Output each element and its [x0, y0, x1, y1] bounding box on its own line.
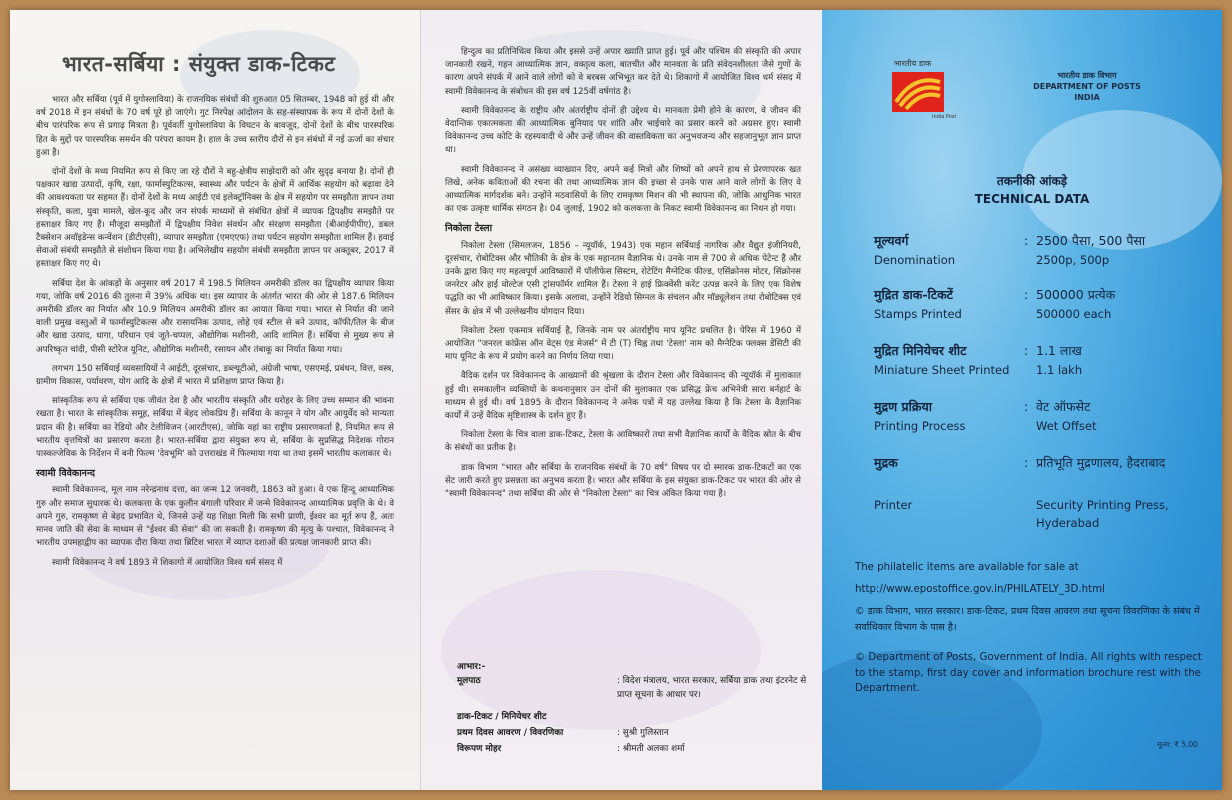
department-name: [1017, 70, 1157, 103]
row-label-english: Stamps Printed: [874, 307, 962, 321]
row-label-english: Denomination: [874, 253, 956, 267]
paragraph: दोनों देशों के मध्य नियमित रूप से किए जा रहे दौरों ने बहु-क्षेत्रीय साझेदारी को और सुदृढ़ बनाया है। दोनों ही पक्षकार खाद्य उत्पादों, कृषि, रक्षा, फार्मास्युटिकल्स, स्वास्थ्य और पर्यटन के क्षेत्रों में आर्थिक सहयोग को बढ़ावा देने की आवश्यकता पर सहमत हैं। दोनों देशों के मध्य आईटी एवं इलेक्ट्रॉनिक्स के क्षेत्र में सहयोग पर समझौता ज्ञापन तथा संस्कृति, कला, युवा मामले, खेल-कूद और जन संपर्क माध्यमों से संबंधित क्षेत्रों में व्यापक द्विपक्षीय समझौते पर हस्ताक्षर किए गए हैं। मौजूदा समझौतों में द्विपक्षीय निवेश संवर्धन और संरक्षण समझौता (बीआईपीपीए), डबल टैक्सेशन अवॉइडेन्स कन्वेंशन (डीटीएसी), व्यापार समझौता (एमएएफ) तथा पर्यटन सहयोग समझौता शामिल हैं। हवाई सेवाओं संबंधी समझौते से संशोधन किया गया है। अभिलेखीय सहयोग संबंधी समझौता ज्ञापन पर अक्तूबर, 2017 में हस्ताक्षर किए गए थे।: [36, 167, 394, 270]
copyright-english: © Department of Posts, Government of India. All rights with respect to the stamp, first day cover and information brochure rest with the Department.: [855, 652, 1202, 694]
credits-source-value: : विदेश मंत्रालय, भारत सरकार, सर्बिया डाक तथा इंटरनेट से प्राप्त सूचना के आधार पर।: [617, 676, 807, 700]
paragraph: स्वामी विवेकानन्द ने वर्ष 1893 में शिकागो में आयोजित विश्व धर्म संसद में: [52, 557, 283, 568]
technical-data-heading: [942, 172, 1122, 208]
credits-cancel-value: : श्रीमती अलका शर्मा: [617, 744, 685, 754]
credits-fdc-value: : सुश्री गुलिस्तान: [617, 728, 669, 738]
data-row-denomination: [874, 232, 1214, 272]
india-post-logo-icon: [892, 72, 944, 112]
brochure-sheet: [10, 10, 1222, 790]
credits-stamp-label: डाक-टिकट / मिनियेचर शीट: [457, 712, 547, 722]
department-hindi: भारतीय डाक विभाग: [1057, 71, 1117, 80]
paragraph: निकोला टेस्ला एकमात्र सर्बियाई है, जिनके नाम पर अंतर्राष्ट्रीय माप यूनिट प्रचलित है। पेरिस में 1960 में आयोजित "जनरल कांफ्रेंस ऑन वेट्स एंड मेजर्स" में टी (T) चिह्न तथा 'टेस्ला' नाम को मैग्नेटिक फ्लक्स डेंसिटी की माप यूनिट के रूप में प्रयोग करने का निर्णय लिया गया।: [445, 325, 801, 363]
row-label-hindi: मूल्यवर्ग: [874, 233, 909, 248]
right-panel: [822, 10, 1222, 790]
middle-panel: [420, 10, 823, 790]
row-colon: :: [1024, 233, 1029, 248]
left-panel: [10, 10, 420, 790]
sale-note: The philatelic items are available for sale at: [855, 562, 1079, 573]
technical-data-english: TECHNICAL DATA: [974, 192, 1090, 206]
row-label-english: Printing Process: [874, 419, 966, 433]
paragraph: भारत और सर्बिया (पूर्व में युगोस्लाविया) के राजनयिक संबंधों की शुरुआत 05 सितम्बर, 1948 को हुई थी और वर्ष 2018 में इन संबंधों के 70 वर्ष पूरे हो जाएंगे। गुट निरपेक्ष आंदोलन के सह-संस्थापक के रूप में दोनों देशों के बीच पारंपरिक रूप से प्रगाढ़ मित्रता है। पूर्ववर्ती युगोस्लाविया के विघटन के बावजूद, दोनों देशों के बीच पारस्परिक हित के मुद्दों पर पारस्परिक समर्थन की परंपरा कायम है। हाल के उच्च स्तरीय दौरों से इन संबंधों में नई ऊर्जा का संचार हुआ है।: [36, 95, 394, 158]
paragraph: डाक विभाग "भारत और सर्बिया के राजनयिक संबंधों के 70 वर्ष" विषय पर दो स्मारक डाक-टिकटों का एक सेट जारी करते हुए प्रसन्नता का अनुभव करता है। भारत और सर्बिया के इस संयुक्त डाक-टिकट पर भारत की ओर से "स्वामी विवेकानन्द" तथा सर्बिया की ओर से "निकोला टेस्ला" का चित्र अंकित किया गया है।: [445, 462, 801, 500]
row-label-hindi: मुद्रण प्रक्रिया: [874, 399, 932, 414]
row-colon: :: [1024, 455, 1029, 470]
paragraph: स्वामी विवेकानन्द, मूल नाम नरेन्द्रनाथ दत्ता, का जन्म 12 जनवरी, 1863 को हुआ। वे एक हिन्दू आध्यात्मिक गुरु और समाज सुधारक थे। कलकत्ता के एक कुलीन बंगाली परिवार में जन्मे विवेकानन्द आध्यात्मिक प्रवृत्ति के थे। वे अपने गुरु, रामकृष्ण से बेहद प्रभावित थे, जिनसे उन्हें यह शिक्षा मिली कि सभी प्राणी, ईश्वर का मूर्त रूप हैं, अतः मानव जाति की सेवा के माध्यम से "ईश्वर की सेवा" की जा सकती है। रामकृष्ण की मृत्यु के पश्चात, विवेकानन्द ने भारतीय उपमहाद्वीप का व्यापक दौरा किया तथा ब्रिटिश भारत में व्याप्त दशाओं की प्रत्यक्ष जानकारी प्राप्त की।: [36, 485, 394, 549]
row-label-hindi: मुद्रक: [874, 455, 898, 470]
logo-caption: भारतीय डाक: [894, 59, 932, 68]
row-value-english: 500000 each: [1036, 307, 1112, 321]
row-value-hindi: प्रतिभूति मुद्रणालय, हैदराबाद: [1036, 455, 1166, 470]
row-label-english: Printer: [874, 498, 913, 512]
paragraph: हिन्दुत्व का प्रतिनिधित्व किया और इससे उन्हें अपार ख्याति प्राप्त हुई। पूर्व और पश्चिम की संस्कृति की अपार जानकारी रखने, गहन आध्यात्मिक ज्ञान, वक्तृत्व कला, बातचीत और मानवता के प्रति संवेदनशीलता जैसे गुणों के कारण अपने संपर्क में आने वाले लोगों को वे बरबस अभिभूत कर देते थे। शिकागो में आयोजित विश्व धर्म संसद में स्वामी विवेकानन्द के संबोधन की इस वर्ष 125वीं वर्षगांठ है।: [445, 47, 801, 97]
middle-body-text: [445, 46, 801, 507]
data-row-printer: [874, 454, 1214, 534]
row-value-hindi: वेट ऑफसेट: [1036, 399, 1091, 414]
section-heading: निकोला टेस्ला: [445, 223, 493, 235]
row-label-hindi: मुद्रित मिनियेचर शीट: [874, 343, 967, 358]
department-english: DEPARTMENT OF POSTS: [1033, 82, 1141, 91]
paragraph: स्वामी विवेकानन्द के राष्ट्रीय और अंतर्राष्ट्रीय दोनों ही उद्देश्य थे। मानवता प्रेमी होने के कारण, वे जीवन की वेदान्तिक एकात्मकता की आध्यात्मिक बुनियाद पर शांति और भाईचारे का प्रसार करने को अग्रसर हुए। स्वामी विवेकानन्द उच्च कोटि के रहस्यवादी थे और उन्हें जीवन की वास्तविकता का अनुभवजन्य और सहजानुभूत ज्ञान प्राप्त था।: [445, 105, 801, 156]
credits-block: [445, 660, 815, 770]
technical-data-hindi: तकनीकी आंकड़े: [996, 174, 1068, 188]
data-row-miniature-sheet: [874, 342, 1214, 382]
price-label: मूल्य: ₹ 5.00: [1156, 740, 1198, 749]
section-heading: स्वामी विवेकानन्द: [36, 468, 95, 480]
row-label-hindi: मुद्रित डाक-टिकटें: [874, 287, 953, 302]
left-body-text: [36, 94, 394, 576]
row-value-english: 1.1 lakh: [1036, 363, 1083, 377]
row-colon: :: [1024, 343, 1029, 358]
paragraph: निकोला टेस्ला के चित्र वाला डाक-टिकट, टेस्ला के आविष्कारों तथा सभी वैज्ञानिक कार्यों के वैदिक स्रोत के बीच के संबंधों का प्रतीक है।: [445, 430, 801, 454]
row-value-english: 2500p, 500p: [1036, 253, 1110, 267]
copyright-hindi: © डाक विभाग, भारत सरकार। डाक-टिकट, प्रथम दिवस आवरण तथा सूचना विवरणिका के संबंध में सर्वाधिकार विभाग के पास है।: [855, 606, 1200, 633]
row-label-english: Miniature Sheet Printed: [874, 363, 1010, 377]
paragraph: वैदिक दर्शन पर विवेकानन्द के आख्यानों की श्रृंखला के दौरान टेस्ला और विवेकानन्द की न्यूयॉर्क में मुलाकात हुई थी। समकालीन व्यक्तियों के कथनानुसार उन दोनों की मुलाकात एक प्रसिद्ध फ्रेंच अभिनेत्री सारा बर्नहार्ट के माध्यम से हुई थी। वर्ष 1895 के दौरान विवेकानन्द ने अनेक पत्रों में यह उल्लेख किया है कि टेस्ला के वैज्ञानिक कार्यों में उन्हें वैदिक सृष्टिशास्त्र के दर्शन हुए हैं।: [445, 371, 801, 422]
paragraph: सांस्कृतिक रूप से सर्बिया एक जीवंत देश है और भारतीय संस्कृति और धरोहर के लिए उच्च सम्मान की भावना रखता है। भारत के सांस्कृतिक समूह, सर्बिया में बेहद लोकप्रिय हैं। सर्बिया के कानून ने योग और आयुर्वेद को मान्यता प्रदान की है। सर्बिया का रेडियो और टेलीविजन (आरटीएस), जोकि वहां का राष्ट्रीय प्रसारणकर्ता है, नियमित रूप से भारतीय वृत्तचित्रों का प्रसारण करता है। भारत-सर्बिया द्वारा संयुक्त रूप से, सर्बिया के सुप्रसिद्ध निदेशक गोरान पास्कल्जेविक के निर्देशन में बनी फिल्म 'देवभूमि' को उत्तराखंड में फिल्माया गया था तथा इसमें भारतीय कलाकार थे।: [36, 396, 394, 460]
row-value-hindi: 500000 प्रत्येक: [1036, 287, 1116, 302]
paragraph: स्वामी विवेकानन्द ने असंख्य व्याख्यान दिए, अपने कई मित्रों और शिष्यों को अपने हाथ से प्रेरणापरक खत लिखे, अनेक कविताओं की रचना की तथा आध्यात्मिक ज्ञान की इच्छा से उनके पास आने वाले लोगों के लिए वे आध्यात्मिक मार्गदर्शक बने। उन्होंने मठवासियों के लिए रामकृष्ण मिशन की भी स्थापना की, जोकि आधुनिक भारत का एक उत्कृष्ट धार्मिक संगठन है। 04 जुलाई, 1902 को कलकत्ता के निकट स्वामी विवेकानन्द का निधन हो गया।: [445, 164, 801, 215]
credits-cancel-label: विरूपण मोहर: [457, 744, 502, 754]
row-value-english: Security Printing Press, Hyderabad: [1036, 498, 1169, 530]
logo-subtitle: India Post: [932, 114, 957, 120]
row-value-english: Wet Offset: [1036, 419, 1097, 433]
paragraph: निकोला टेस्ला (सिमलजन, 1856 – न्यूयॉर्क, 1943) एक महान सर्बियाई नागरिक और वैद्युत इंजीनियरी, दूरसंचार, रोबोटिक्स और भौतिकी के क्षेत्र के एक महानतम वैज्ञानिक थे। उनके नाम से 700 से अधिक पेटेन्ट हैं और उनके द्वारा किए गए महत्वपूर्ण आविष्कारों में पॉलीफेस सिस्टम, रोटेटिंग मैग्नेटिक फील्ड, एसिंक्रोनस मोटर, सिंक्रोनस जनरेटर और हाई वोल्टेज एसी ट्रांसफॉर्मर शामिल हैं। टेस्ला ने हाई फ्रिक्वेंसी करेंट उत्पन्न करने के लिए एक विशेष पद्धति का भी आविष्कार किया। इसके अलावा, उन्होंने रेडियो सिग्नल के संचलन और मॉड्यूलेशन तथा रोबोटिक्स एवं सेंसर के क्षेत्र में भी उल्लेखनीय योगदान दिया।: [445, 240, 801, 317]
data-row-stamps-printed: [874, 286, 1214, 326]
department-country: INDIA: [1074, 93, 1100, 102]
credits-thanks: आभार:-: [457, 662, 486, 672]
row-value-hindi: 1.1 लाख: [1036, 343, 1082, 358]
row-colon: :: [1024, 399, 1029, 414]
paragraph: लगभग 150 सर्बियाई व्यवसायियों ने आईटी, दूरसंचार, डब्ल्यूटीओ, अंग्रेजी भाषा, एसएमई, प्रबंधन, वित्त, वस्त्र, ग्रामीण विकास, पर्यावरण, योग आदि के क्षेत्रों में भारत में प्रशिक्षण प्राप्त किया है।: [36, 363, 394, 388]
page-title: भारत-सर्बिया : संयुक्त डाक-टिकट: [62, 52, 336, 76]
credits-fdc-label: प्रथम दिवस आवरण / विवरणिका: [457, 728, 564, 738]
row-colon: :: [1024, 287, 1029, 302]
data-row-printing-process: [874, 398, 1214, 438]
credits-source-label: मूलपाठ: [457, 676, 481, 686]
row-value-hindi: 2500 पैसा, 500 पैसा: [1036, 233, 1146, 248]
paragraph: सर्बिया देश के आंकड़ों के अनुसार वर्ष 2017 में 198.5 मिलियन अमरीकी डॉलर का द्विपक्षीय व्यापार किया गया, जोकि वर्ष 2016 की तुलना में 39% अधिक था। इस व्यापार के अंतर्गत भारत की ओर से 187.6 मिलियन अमरीकी डॉलर का निर्यात और 10.9 मिलियन अमरीकी डॉलर का आयात किया गया। भारत से निर्यात की जाने वाली प्रमुख वस्तुओं में फार्मास्युटिकल्स और रासायनिक उत्पाद, लोहे एवं स्टील से बने उत्पाद, कॉफी/तिल के बीज और खाद्य उत्पाद, धागा, परिधान एवं जूते-चप्पल, औद्योगिक मशीनरी, आदि शामिल हैं। सर्बिया से मुख्य रूप से अपरिष्कृत चांदी, पीसी स्टोरेज यूनिट, औद्योगिक मशीनरी, रसायन और तंबाकू का निर्यात किया गया।: [36, 278, 394, 355]
sale-url-link[interactable]: http://www.epostoffice.gov.in/PHILATELY_3D.html: [855, 584, 1105, 595]
